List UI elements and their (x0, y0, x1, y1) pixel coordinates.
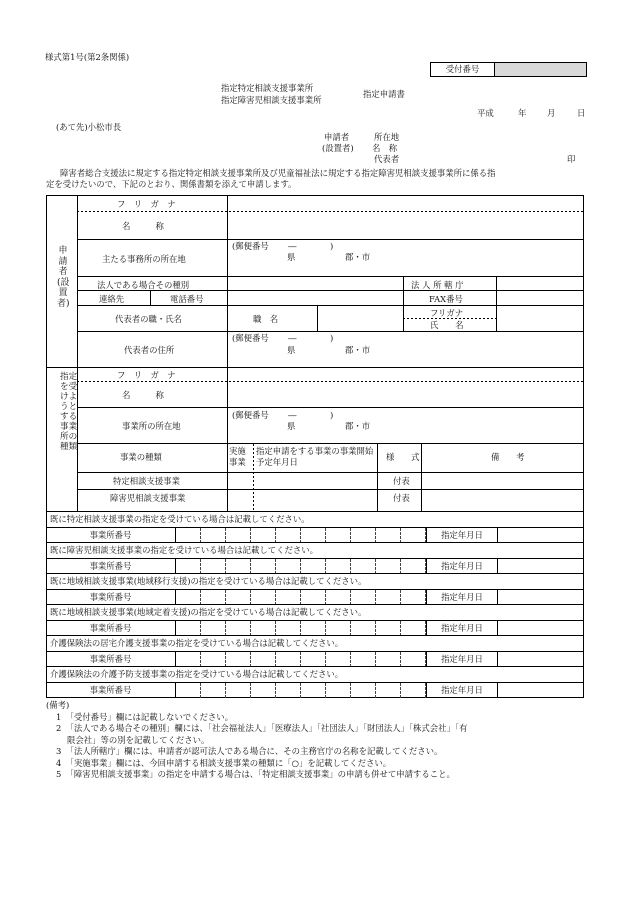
address-label: 所在地 (374, 132, 400, 142)
existing-designation-block (46, 635, 584, 667)
office-number-digit-box[interactable] (301, 528, 326, 543)
office-number-digit-box[interactable] (376, 528, 401, 543)
office-number-digit-box[interactable] (251, 528, 276, 543)
office-number-digit-box[interactable] (401, 652, 426, 667)
designated-date-field[interactable] (498, 528, 582, 543)
office-number-digit-box[interactable] (401, 590, 426, 605)
jisshi-label: 実施事業 (229, 446, 246, 467)
office-number-digit-box[interactable] (301, 590, 326, 605)
office-number-digit-box[interactable] (251, 683, 276, 698)
designated-date-label: 指定年月日 (426, 683, 498, 698)
representative-label: 代表者 (374, 154, 400, 164)
note-item: 1 「受付番号」欄には記載しないでください。 (56, 712, 234, 722)
existing-designation-block (46, 542, 584, 574)
existing-designation-heading: 介護保険法の居宅介護支援事業の指定を受けている場合は記載してください。 (50, 638, 344, 648)
contact-label: 連絡先 (99, 294, 125, 304)
date-day: 日 (577, 108, 586, 118)
corp-office-label: 法 人 所 轄 庁 (411, 280, 464, 290)
office-number-digit-box[interactable] (351, 559, 376, 574)
office-number-digit-box[interactable] (276, 590, 301, 605)
office-number-digit-box[interactable] (376, 652, 401, 667)
rep-shimei-label: 氏 名 (430, 320, 464, 330)
office-number-digit-box[interactable] (351, 528, 376, 543)
fax-label: FAX番号 (429, 294, 463, 304)
office-number-digit-box[interactable] (201, 652, 226, 667)
existing-designation-row (46, 620, 584, 636)
office-number-digit-box[interactable] (301, 652, 326, 667)
designated-date-label: 指定年月日 (426, 652, 498, 667)
note-item: 4 「実施事業」欄には、今回申請する相談支援事業の種類に「○」を記載してください。 (56, 757, 392, 768)
form-number: 様式第1号(第2条関係) (45, 52, 130, 62)
business-postal-code-label: (郵便番号 ― ) (232, 410, 334, 420)
position-label: 職 名 (253, 314, 279, 324)
name-row-label: 名 称 (122, 221, 164, 231)
rep-postal-code-label: (郵便番号 ― ) (232, 333, 334, 343)
office-number-digit-box[interactable] (276, 652, 301, 667)
office-number-digit-box[interactable] (276, 559, 301, 574)
business-type-label: 事業の種類 (120, 452, 162, 462)
business-side-label: 指定を受けようとする事業所の種類 (60, 372, 78, 452)
existing-designation-heading: 既に地域相談支援事業(地域移行支援)の指定を受けている場合は記載してください。 (50, 576, 367, 586)
existing-designation-block (46, 604, 584, 636)
office-number-digit-box[interactable] (351, 652, 376, 667)
existing-designation-block (46, 666, 584, 698)
office-number-digit-box[interactable] (326, 621, 351, 636)
phone-label: 電話番号 (170, 294, 204, 304)
title-line-1: 指定特定相談支援事業所 (221, 83, 314, 93)
office-number-digit-box[interactable] (326, 559, 351, 574)
office-number-digit-box[interactable] (251, 559, 276, 574)
office-number-digit-box[interactable] (176, 621, 201, 636)
reception-label: 受付番号 (431, 63, 495, 76)
corp-type-label: 法人である場合その種別 (97, 280, 190, 290)
office-number-digit-box[interactable] (176, 683, 201, 698)
business-address-label: 事業所の所在地 (122, 421, 181, 431)
office-number-digit-box[interactable] (201, 559, 226, 574)
note-item: 限会社」等の別を記載してください。 (56, 734, 210, 745)
designated-date-field[interactable] (498, 683, 582, 698)
rep-address-label: 代表者の住所 (124, 345, 175, 355)
office-number-digit-box[interactable] (201, 590, 226, 605)
existing-designation-block (46, 511, 584, 543)
office-number-digit-box[interactable] (176, 590, 201, 605)
office-number-digit-box[interactable] (376, 683, 401, 698)
designated-date-label: 指定年月日 (426, 621, 498, 636)
office-number-label: 事業所番号 (46, 683, 176, 698)
existing-designation-row (46, 682, 584, 698)
furigana-label: フ リ ガ ナ (117, 199, 176, 209)
note-item: 3 「法人所轄庁」欄には、申請者が認可法人である場合に、その主務官庁の名称を記載してください。 (56, 746, 443, 757)
rep-title-label: 代表者の職・氏名 (115, 314, 182, 324)
date-era: 平成 (477, 108, 494, 118)
notes-list (56, 712, 467, 780)
office-number-digit-box[interactable] (226, 621, 251, 636)
title-suffix: 指定申請書 (363, 89, 405, 99)
existing-designation-row (46, 589, 584, 605)
existing-designation-heading: 既に地域相談支援事業(地域定着支援)の指定を受けている場合は記載してください。 (50, 607, 367, 617)
intro-line-1: 障害者総合支援法に規定する指定特定相談支援事業所及び児童福祉法に規定する指定障害児相談支援事業所に係る指 (60, 168, 496, 178)
establisher-label: (設置者) (322, 143, 354, 153)
rep-city-label: 郡・市 (345, 345, 371, 355)
office-number-digit-box[interactable] (176, 559, 201, 574)
office-number-digit-box[interactable] (201, 528, 226, 543)
designated-date-field[interactable] (498, 652, 582, 667)
notes-title: (備考) (46, 700, 70, 710)
office-number-digit-box[interactable] (276, 683, 301, 698)
office-number-label: 事業所番号 (46, 528, 176, 543)
city-label: 郡・市 (345, 252, 371, 262)
business-row-shogaiji: 障害児相談支援事業 (110, 493, 186, 503)
date-month: 月 (547, 108, 556, 118)
office-number-digit-box[interactable] (176, 652, 201, 667)
office-number-digit-box[interactable] (226, 590, 251, 605)
youshiki-label: 様 式 (386, 452, 420, 462)
office-number-digit-box[interactable] (376, 559, 401, 574)
office-number-label: 事業所番号 (46, 652, 176, 667)
business-row-tokutei-form: 付表 (393, 476, 410, 486)
office-number-digit-box[interactable] (251, 621, 276, 636)
office-number-digit-box[interactable] (251, 652, 276, 667)
intro-line-2: 定を受けたいので、下記のとおり、関係書類を添えて申請します。 (46, 179, 297, 189)
office-number-digit-box[interactable] (401, 683, 426, 698)
name-label: 名 称 (372, 143, 398, 153)
office-address-label: 主たる事務所の所在地 (102, 254, 186, 264)
office-number-digit-box[interactable] (301, 621, 326, 636)
rep-furigana-label: フリガナ (430, 308, 464, 318)
title-line-2: 指定障害児相談支援事業所 (221, 95, 322, 105)
office-number-label: 事業所番号 (46, 559, 176, 574)
office-number-label: 事業所番号 (46, 590, 176, 605)
office-number-digit-box[interactable] (326, 652, 351, 667)
note-item: 2 「法人である場合その種別」欄には、「社会福祉法人」「医療法人」「社団法人」「財団法人」「株式会社」「有 (56, 723, 468, 734)
office-number-digit-box[interactable] (226, 528, 251, 543)
postal-code-label: (郵便番号 ― ) (232, 241, 334, 251)
designated-date-field[interactable] (498, 559, 582, 574)
office-number-digit-box[interactable] (351, 590, 376, 605)
designated-date-label: 指定年月日 (426, 559, 498, 574)
office-number-digit-box[interactable] (326, 683, 351, 698)
office-number-digit-box[interactable] (201, 621, 226, 636)
office-number-digit-box[interactable] (401, 559, 426, 574)
office-number-digit-box[interactable] (301, 559, 326, 574)
office-number-digit-box[interactable] (226, 652, 251, 667)
business-row-tokutei: 特定相談支援事業 (113, 476, 180, 486)
office-number-digit-box[interactable] (226, 559, 251, 574)
office-number-digit-box[interactable] (401, 528, 426, 543)
office-number-digit-box[interactable] (301, 683, 326, 698)
office-number-digit-box[interactable] (401, 621, 426, 636)
business-furigana-label: フ リ ガ ナ (117, 370, 176, 380)
applicant-side-label: 申請者(設置者) (57, 246, 70, 309)
office-number-label: 事業所番号 (46, 621, 176, 636)
office-number-digit-box[interactable] (226, 683, 251, 698)
prefecture-label: 県 (287, 252, 296, 262)
office-number-digit-box[interactable] (326, 528, 351, 543)
existing-designation-row (46, 558, 584, 574)
office-number-digit-box[interactable] (326, 590, 351, 605)
office-number-digit-box[interactable] (376, 621, 401, 636)
designated-date-field[interactable] (498, 621, 582, 636)
office-number-digit-box[interactable] (201, 683, 226, 698)
date-year: 年 (518, 108, 527, 118)
designated-date-label: 指定年月日 (426, 590, 498, 605)
business-prefecture-label: 県 (287, 421, 296, 431)
office-number-digit-box[interactable] (276, 528, 301, 543)
business-name-label: 名 称 (122, 390, 164, 400)
office-number-digit-box[interactable] (176, 528, 201, 543)
seal-mark: 印 (567, 154, 576, 164)
office-number-digit-box[interactable] (276, 621, 301, 636)
existing-designation-heading: 既に特定相談支援事業の指定を受けている場合は記載してください。 (50, 514, 310, 524)
existing-designation-row (46, 651, 584, 667)
existing-designation-row (46, 527, 584, 543)
rep-prefecture-label: 県 (287, 345, 296, 355)
existing-designation-heading: 介護保険法の介護予防支援事業の指定を受けている場合は記載してください。 (50, 669, 344, 679)
existing-designation-heading: 既に障害児相談支援事業の指定を受けている場合は記載してください。 (50, 545, 318, 555)
business-row-shogaiji-form: 付表 (393, 493, 410, 503)
office-number-digit-box[interactable] (376, 590, 401, 605)
office-number-digit-box[interactable] (351, 621, 376, 636)
addressee: (あて先)小松市長 (56, 122, 122, 132)
office-number-digit-box[interactable] (351, 683, 376, 698)
designated-date-field[interactable] (498, 590, 582, 605)
applicant-label: 申請者 (324, 132, 350, 142)
business-city-label: 郡・市 (345, 421, 371, 431)
existing-designation-block (46, 573, 584, 605)
note-item: 5 「障害児相談支援事業」の指定を申請する場合は、「特定相談支援事業」の申請も併せて申請すること。 (56, 769, 455, 780)
start-date-label: 指定申請をする事業の事業開始予定年月日 (256, 446, 374, 467)
bikou-label: 備 考 (491, 452, 525, 462)
designated-date-label: 指定年月日 (426, 528, 498, 543)
office-number-digit-box[interactable] (251, 590, 276, 605)
